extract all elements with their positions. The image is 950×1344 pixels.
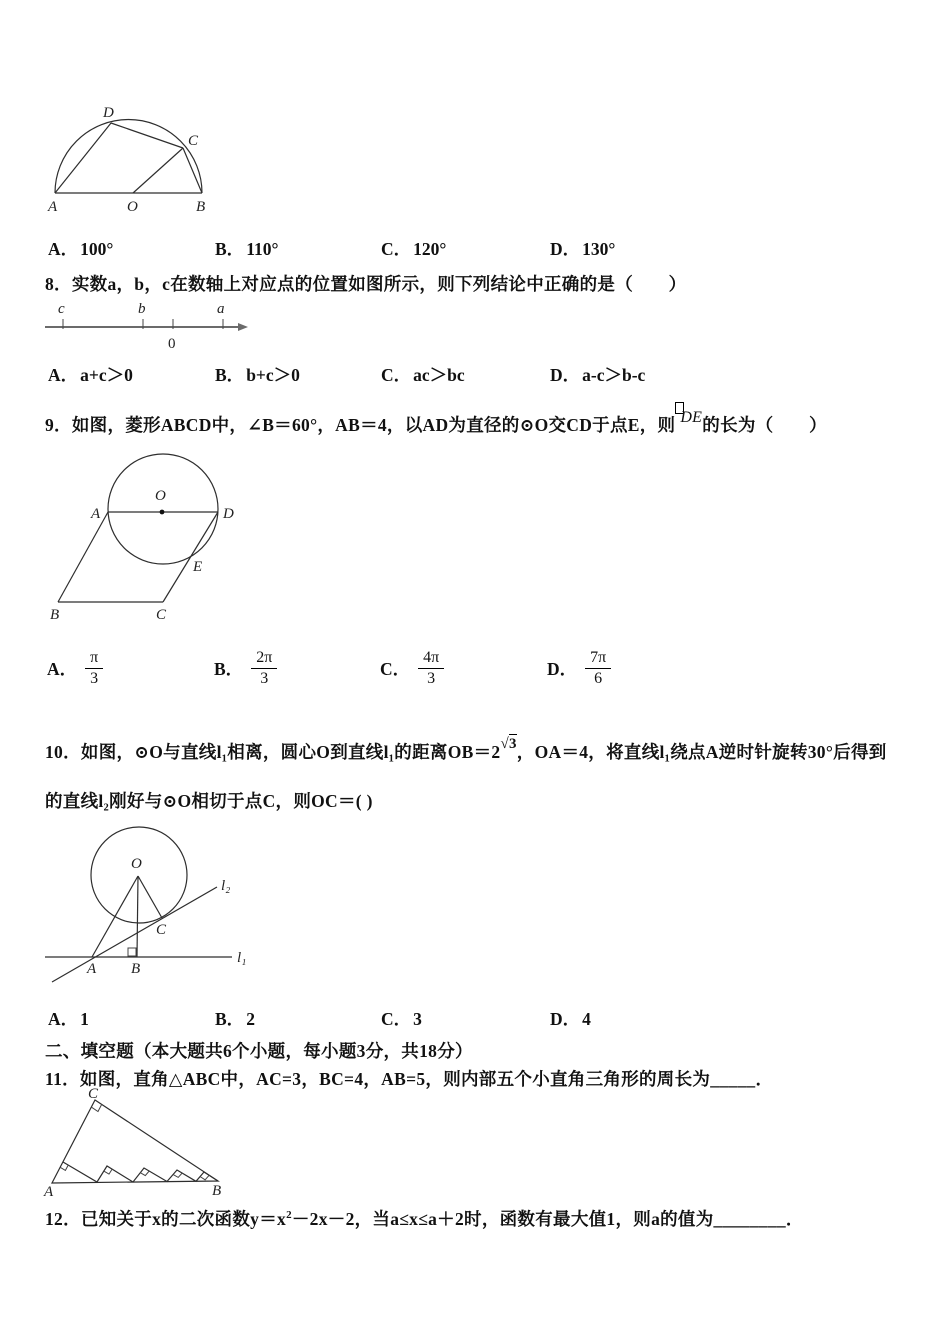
- right-angle-mark: [128, 948, 136, 956]
- q12-title: 12．已知关于x的二次函数$y=x^2-2x-2$，当a≤x≤a＋2时，函数有最大值1，则a的值为________．: [45, 1209, 804, 1229]
- label-l1: l₁: [237, 950, 247, 966]
- q7-option-c: C． 120°: [381, 239, 447, 259]
- segment-OA: [92, 876, 138, 957]
- label-A: A: [44, 1184, 54, 1200]
- q8-option-b: B． b+c＞0: [215, 365, 300, 385]
- label-B: B: [212, 1183, 222, 1199]
- arc-DE-symbol: DE: [675, 409, 702, 426]
- side-AB: [58, 512, 108, 602]
- side-CD: [163, 512, 218, 602]
- fraction: $\frac{4\pi}{3}$: [418, 648, 444, 689]
- fraction: $\frac{2\pi}{3}$: [251, 648, 277, 689]
- q7-option-b: B． 110°: [215, 239, 279, 259]
- fraction: $\frac{\pi}{3}$: [85, 648, 103, 689]
- q11-title: 11．如图，直角△ABC中，AC=3，BC=4，AB=5，则内部五个小直角三角形的周长为_____．: [45, 1069, 774, 1089]
- q7-semicircle-figure: [40, 95, 220, 221]
- radius-OC: [133, 148, 183, 193]
- q7-option-d: D． 130°: [550, 239, 616, 259]
- label-C: C: [156, 922, 167, 938]
- q8-options-row: [0, 362, 950, 392]
- q10-title-line2: 的直线l₂刚好与⊙O相切于点C，则OC＝( ): [45, 791, 373, 811]
- label-B: B: [131, 961, 141, 977]
- circle-O: [91, 827, 187, 923]
- q10-option-a: A． 1: [48, 1009, 89, 1029]
- arrowhead: [238, 323, 248, 331]
- label-C: C: [188, 133, 199, 149]
- section2-header: 二、填空题（本大题共6个小题，每小题3分，共18分）: [45, 1041, 473, 1061]
- fraction: $\frac{7\pi}{6}$: [585, 648, 611, 689]
- q8-title: 8．实数a，b，c在数轴上对应点的位置如图所示，则下列结论中正确的是（ ）: [45, 274, 687, 294]
- label-zero: 0: [168, 336, 176, 352]
- semicircle-arc: [55, 120, 202, 193]
- q9-option-c: C． $\frac{4\pi}{3}$: [380, 648, 444, 689]
- label-l2: l₂: [221, 878, 231, 894]
- chord-DC: [111, 123, 183, 148]
- q9-option-b: B． $\frac{2\pi}{3}$: [214, 648, 277, 689]
- label-b: b: [138, 301, 146, 317]
- q9-title: 9．如图，菱形ABCD中，∠B＝60°，AB＝4，以AD为直径的⊙O交CD于点E，则 DE的长为（ ）: [45, 411, 827, 437]
- label-O: O: [127, 199, 138, 215]
- label-D: D: [103, 105, 114, 121]
- q9-rhombus-figure: [25, 440, 260, 632]
- label-D: D: [223, 506, 234, 522]
- label-O: O: [131, 856, 142, 872]
- q9-option-a: A． $\frac{\pi}{3}$: [47, 648, 103, 689]
- center-dot: [160, 510, 165, 515]
- circle-O: [108, 454, 218, 564]
- q10-options-row: [0, 1006, 950, 1036]
- q11-triangle-figure: [30, 1088, 242, 1202]
- q10-option-b: B． 2: [215, 1009, 255, 1029]
- q9-option-d: D． $\frac{7\pi}{6}$: [547, 648, 611, 689]
- q10-tangent-figure: [25, 820, 280, 992]
- label-O: O: [155, 488, 166, 504]
- right-angle-mark-C: [91, 1104, 101, 1111]
- sqrt-3: √3: [500, 736, 517, 752]
- q8-option-d: D． a-c＞b-c: [550, 365, 646, 385]
- exponent: 2: [286, 1209, 292, 1222]
- label-A: A: [91, 506, 101, 522]
- q10-option-d: D． 4: [550, 1009, 591, 1029]
- label-a: a: [217, 301, 225, 317]
- q8-number-line-figure: [40, 298, 255, 356]
- label-B: B: [50, 607, 60, 623]
- label-A: A: [48, 199, 58, 215]
- segment-OC: [138, 876, 162, 918]
- label-C: C: [88, 1088, 99, 1102]
- label-E: E: [193, 559, 203, 575]
- q8-option-c: C． ac＞bc: [381, 365, 465, 385]
- q8-option-a: A． a+c＞0: [48, 365, 133, 385]
- segment-OB: [137, 876, 138, 957]
- label-C: C: [156, 607, 167, 623]
- q10-title-line1: 10．如图，⊙O与直线l₁相离，圆心O到直线l₁的距离OB＝2√3，OA＝4，将直线l₁绕点A逆时针旋转30°后得到: [45, 736, 887, 762]
- q7-option-a: A． 100°: [48, 239, 114, 259]
- label-c: c: [58, 301, 65, 317]
- q7-options-row: [0, 236, 950, 266]
- label-B: B: [196, 199, 206, 215]
- q10-option-c: C． 3: [381, 1009, 422, 1029]
- label-A: A: [87, 961, 97, 977]
